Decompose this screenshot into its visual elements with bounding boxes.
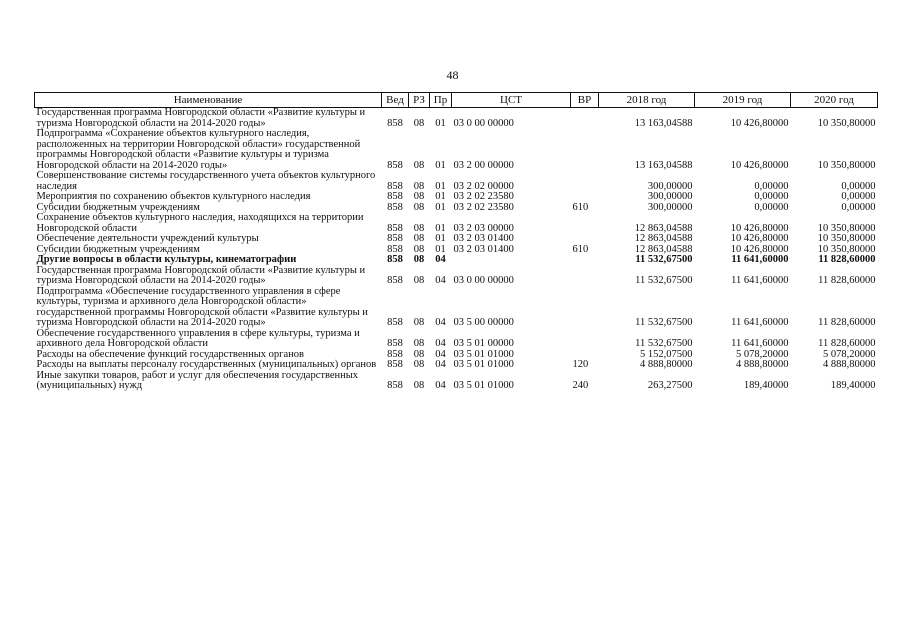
cell-pr: 04 — [435, 338, 446, 349]
page-number: 48 — [446, 68, 459, 82]
cell-vr — [571, 266, 599, 287]
cell-2018: 12 863,04588 — [634, 233, 693, 244]
cell-ved: 858 — [387, 243, 403, 255]
table-row — [35, 192, 878, 203]
cell-pr: 04 — [435, 275, 446, 286]
table-row — [35, 234, 878, 245]
header-2020: 2020 год — [791, 93, 878, 108]
cell-2018: 13 163,04588 — [634, 159, 693, 171]
table-row — [35, 171, 878, 192]
header-vr: ВР — [571, 93, 599, 108]
cell-2020: 10 350,80000 — [817, 159, 876, 171]
header-name: Наименование — [35, 93, 382, 108]
cell-name: Расходы на выплаты персоналу государственных (муниципальных) органов — [36, 359, 377, 370]
cell-2020: 0,00000 — [841, 191, 876, 202]
cell-ved: 858 — [387, 201, 403, 213]
cell-pr: 01 — [435, 243, 446, 255]
cell-ved: 858 — [387, 275, 403, 286]
header-rz: РЗ — [409, 93, 430, 108]
cell-2018: 11 532,67500 — [635, 275, 693, 286]
cell-name: Государственная программа Новгородской области «Развитие культуры и туризма Новгородской области на 2014-2020 годы» — [36, 264, 366, 286]
cell-2019: 5 078,20000 — [736, 348, 789, 360]
cell-cst: 03 2 03 01400 — [453, 243, 514, 255]
cell-pr: 01 — [435, 180, 446, 192]
cell-2019: 0,00000 — [754, 201, 789, 213]
table-row — [35, 213, 878, 234]
cell-name: Обеспечение государственного управления в сфере культуры, туризма и архивного дела Новгородской области — [36, 327, 360, 349]
cell-cst: 03 2 02 00000 — [453, 180, 514, 192]
cell-ved: 858 — [387, 359, 403, 370]
cell-rz: 08 — [413, 243, 425, 255]
cell-2018: 5 152,07500 — [640, 348, 693, 360]
cell-2018: 300,00000 — [647, 201, 693, 213]
cell-2019: 10 426,80000 — [730, 233, 789, 244]
cell-rz: 08 — [413, 359, 425, 370]
cell-rz: 08 — [413, 317, 425, 328]
cell-2020: 189,40000 — [830, 380, 876, 391]
cell-name: Расходы на обеспечение функций государственных органов — [36, 348, 304, 360]
table-row — [35, 360, 878, 371]
cell-name: Мероприятия по сохранению объектов культурного наследия — [36, 191, 311, 202]
cell-2020: 11 828,60000 — [818, 275, 876, 286]
cell-rz: 08 — [413, 180, 425, 192]
cell-rz: 08 — [413, 117, 425, 129]
cell-ved: 858 — [387, 317, 403, 328]
cell-2020: 11 828,60000 — [818, 338, 876, 349]
cell-ved: 858 — [387, 159, 403, 171]
table-row — [35, 129, 878, 171]
cell-cst: 03 0 00 00000 — [453, 117, 514, 129]
cell-2019: 11 641,60000 — [731, 317, 789, 328]
cell-pr: 01 — [435, 117, 446, 129]
cell-2019: 11 641,60000 — [731, 338, 789, 349]
cell-2018: 300,00000 — [647, 191, 693, 202]
cell-name: Подпрограмма «Сохранение объектов культурного наследия, расположенных на территории Новгородской области» государственной программы Новгородской области «Развитие культуры и туризма Новгородской области на 2014-2020 годы» — [36, 128, 361, 171]
cell-vr — [571, 192, 599, 203]
cell-vr — [571, 287, 599, 329]
cell-pr: 04 — [435, 317, 446, 328]
cell-2020: 0,00000 — [841, 201, 876, 213]
cell-2018: 4 888,80000 — [640, 359, 693, 370]
header-cst: ЦСТ — [452, 93, 571, 108]
cell-2019: 10 426,80000 — [730, 243, 789, 255]
cell-cst: 03 2 03 00000 — [453, 222, 514, 234]
cell-2019: 11 641,60000 — [731, 254, 789, 265]
cell-rz: 08 — [413, 191, 425, 202]
cell-vr: 610 — [572, 201, 589, 213]
cell-2019: 189,40000 — [743, 380, 789, 391]
cell-ved: 858 — [387, 380, 403, 391]
cell-2018: 11 532,67500 — [635, 317, 693, 328]
cell-2018: 300,00000 — [647, 180, 693, 192]
cell-name: Субсидии бюджетным учреждениям — [36, 243, 200, 255]
cell-rz: 08 — [413, 348, 425, 360]
cell-vr — [571, 171, 599, 192]
table-header — [35, 93, 878, 108]
cell-name: Обеспечение деятельности учреждений культуры — [36, 233, 259, 244]
cell-name: Другие вопросы в области культуры, кинематографии — [36, 254, 297, 265]
cell-cst — [452, 255, 571, 266]
cell-name: Совершенствование системы государственного учета объектов культурного наследия — [36, 170, 376, 192]
cell-pr: 04 — [435, 359, 446, 370]
cell-pr: 01 — [435, 233, 446, 244]
cell-ved: 858 — [387, 191, 403, 202]
cell-vr: 610 — [572, 243, 589, 255]
cell-2020: 0,00000 — [841, 180, 876, 192]
cell-ved: 858 — [387, 180, 403, 192]
cell-vr — [571, 213, 599, 234]
cell-vr: 120 — [572, 359, 589, 370]
cell-vr — [571, 255, 599, 266]
cell-2020: 5 078,20000 — [823, 348, 876, 360]
table-row — [35, 287, 878, 329]
cell-cst: 03 5 01 01000 — [453, 380, 514, 391]
cell-2018: 12 863,04588 — [634, 222, 693, 234]
cell-2020: 4 888,80000 — [823, 359, 876, 370]
cell-rz: 08 — [413, 159, 425, 171]
cell-2018: 11 532,67500 — [635, 338, 693, 349]
cell-2019: 10 426,80000 — [730, 117, 789, 129]
cell-2019: 10 426,80000 — [730, 159, 789, 171]
cell-2018: 13 163,04588 — [634, 117, 693, 129]
cell-cst: 03 5 01 00000 — [453, 338, 514, 349]
cell-rz: 08 — [413, 233, 425, 244]
cell-cst: 03 0 00 00000 — [453, 275, 514, 286]
header-2019: 2019 год — [695, 93, 791, 108]
cell-cst: 03 5 01 01000 — [453, 348, 514, 360]
cell-cst: 03 2 02 23580 — [453, 191, 514, 202]
cell-vr — [571, 234, 599, 245]
table-body — [35, 108, 878, 392]
cell-2018: 263,27500 — [647, 380, 693, 391]
cell-2019: 0,00000 — [754, 180, 789, 192]
cell-vr — [571, 108, 599, 130]
header-2018: 2018 год — [599, 93, 695, 108]
cell-2020: 10 350,80000 — [817, 117, 876, 129]
header-pr: Пр — [430, 93, 452, 108]
cell-rz: 08 — [413, 201, 425, 213]
table-row — [35, 329, 878, 350]
cell-cst: 03 2 02 23580 — [453, 201, 514, 213]
cell-ved: 858 — [387, 348, 403, 360]
cell-2020: 11 828,60000 — [818, 317, 876, 328]
cell-pr: 01 — [435, 159, 446, 171]
cell-2020: 11 828,60000 — [818, 254, 876, 265]
cell-name: Сохранение объектов культурного наследия, находящихся на территории Новгородской области — [36, 212, 364, 234]
cell-ved: 858 — [387, 117, 403, 129]
cell-2019: 4 888,80000 — [736, 359, 789, 370]
cell-ved: 858 — [387, 254, 403, 265]
cell-name: Государственная программа Новгородской области «Развитие культуры и туризма Новгородской области на 2014-2020 годы» — [36, 107, 366, 129]
cell-ved: 858 — [387, 233, 403, 244]
cell-pr: 04 — [435, 348, 446, 360]
cell-cst: 03 5 00 00000 — [453, 317, 514, 328]
cell-pr: 01 — [435, 201, 446, 213]
table-row — [35, 266, 878, 287]
cell-2019: 10 426,80000 — [730, 222, 789, 234]
table-row — [35, 371, 878, 392]
cell-pr: 04 — [435, 380, 446, 391]
cell-rz: 08 — [413, 380, 425, 391]
cell-ved: 858 — [387, 222, 403, 234]
budget-table — [34, 92, 878, 392]
cell-vr — [571, 129, 599, 171]
cell-cst: 03 2 00 00000 — [453, 159, 514, 171]
cell-rz: 08 — [413, 254, 425, 265]
cell-name: Субсидии бюджетным учреждениям — [36, 201, 200, 213]
cell-2020: 10 350,80000 — [817, 233, 876, 244]
table-row — [35, 108, 878, 130]
cell-ved: 858 — [387, 338, 403, 349]
cell-cst: 03 2 03 01400 — [453, 233, 514, 244]
cell-pr: 01 — [435, 191, 446, 202]
header-ved: Вед — [382, 93, 409, 108]
cell-pr: 04 — [435, 254, 446, 265]
cell-vr — [571, 329, 599, 350]
cell-rz: 08 — [413, 222, 425, 234]
cell-pr: 01 — [435, 222, 446, 234]
cell-rz: 08 — [413, 338, 425, 349]
cell-rz: 08 — [413, 275, 425, 286]
cell-2020: 10 350,80000 — [817, 222, 876, 234]
cell-vr: 240 — [572, 380, 589, 391]
cell-2018: 12 863,04588 — [634, 243, 693, 255]
cell-2020: 10 350,80000 — [817, 243, 876, 255]
cell-2019: 11 641,60000 — [731, 275, 789, 286]
table-row — [35, 255, 878, 266]
cell-cst: 03 5 01 01000 — [453, 359, 514, 370]
cell-name: Иные закупки товаров, работ и услуг для обеспечения государственных (муниципальных) нужд — [36, 369, 359, 391]
cell-2019: 0,00000 — [754, 191, 789, 202]
cell-2018: 11 532,67500 — [635, 254, 693, 265]
cell-name: Подпрограмма «Обеспечение государственного управления в сфере культуры, туризма и архивного дела Новгородской области» государственной программы Новгородской области «Развитие культуры и туризма Новгородской области на 2014-2020 годы» — [36, 285, 368, 328]
